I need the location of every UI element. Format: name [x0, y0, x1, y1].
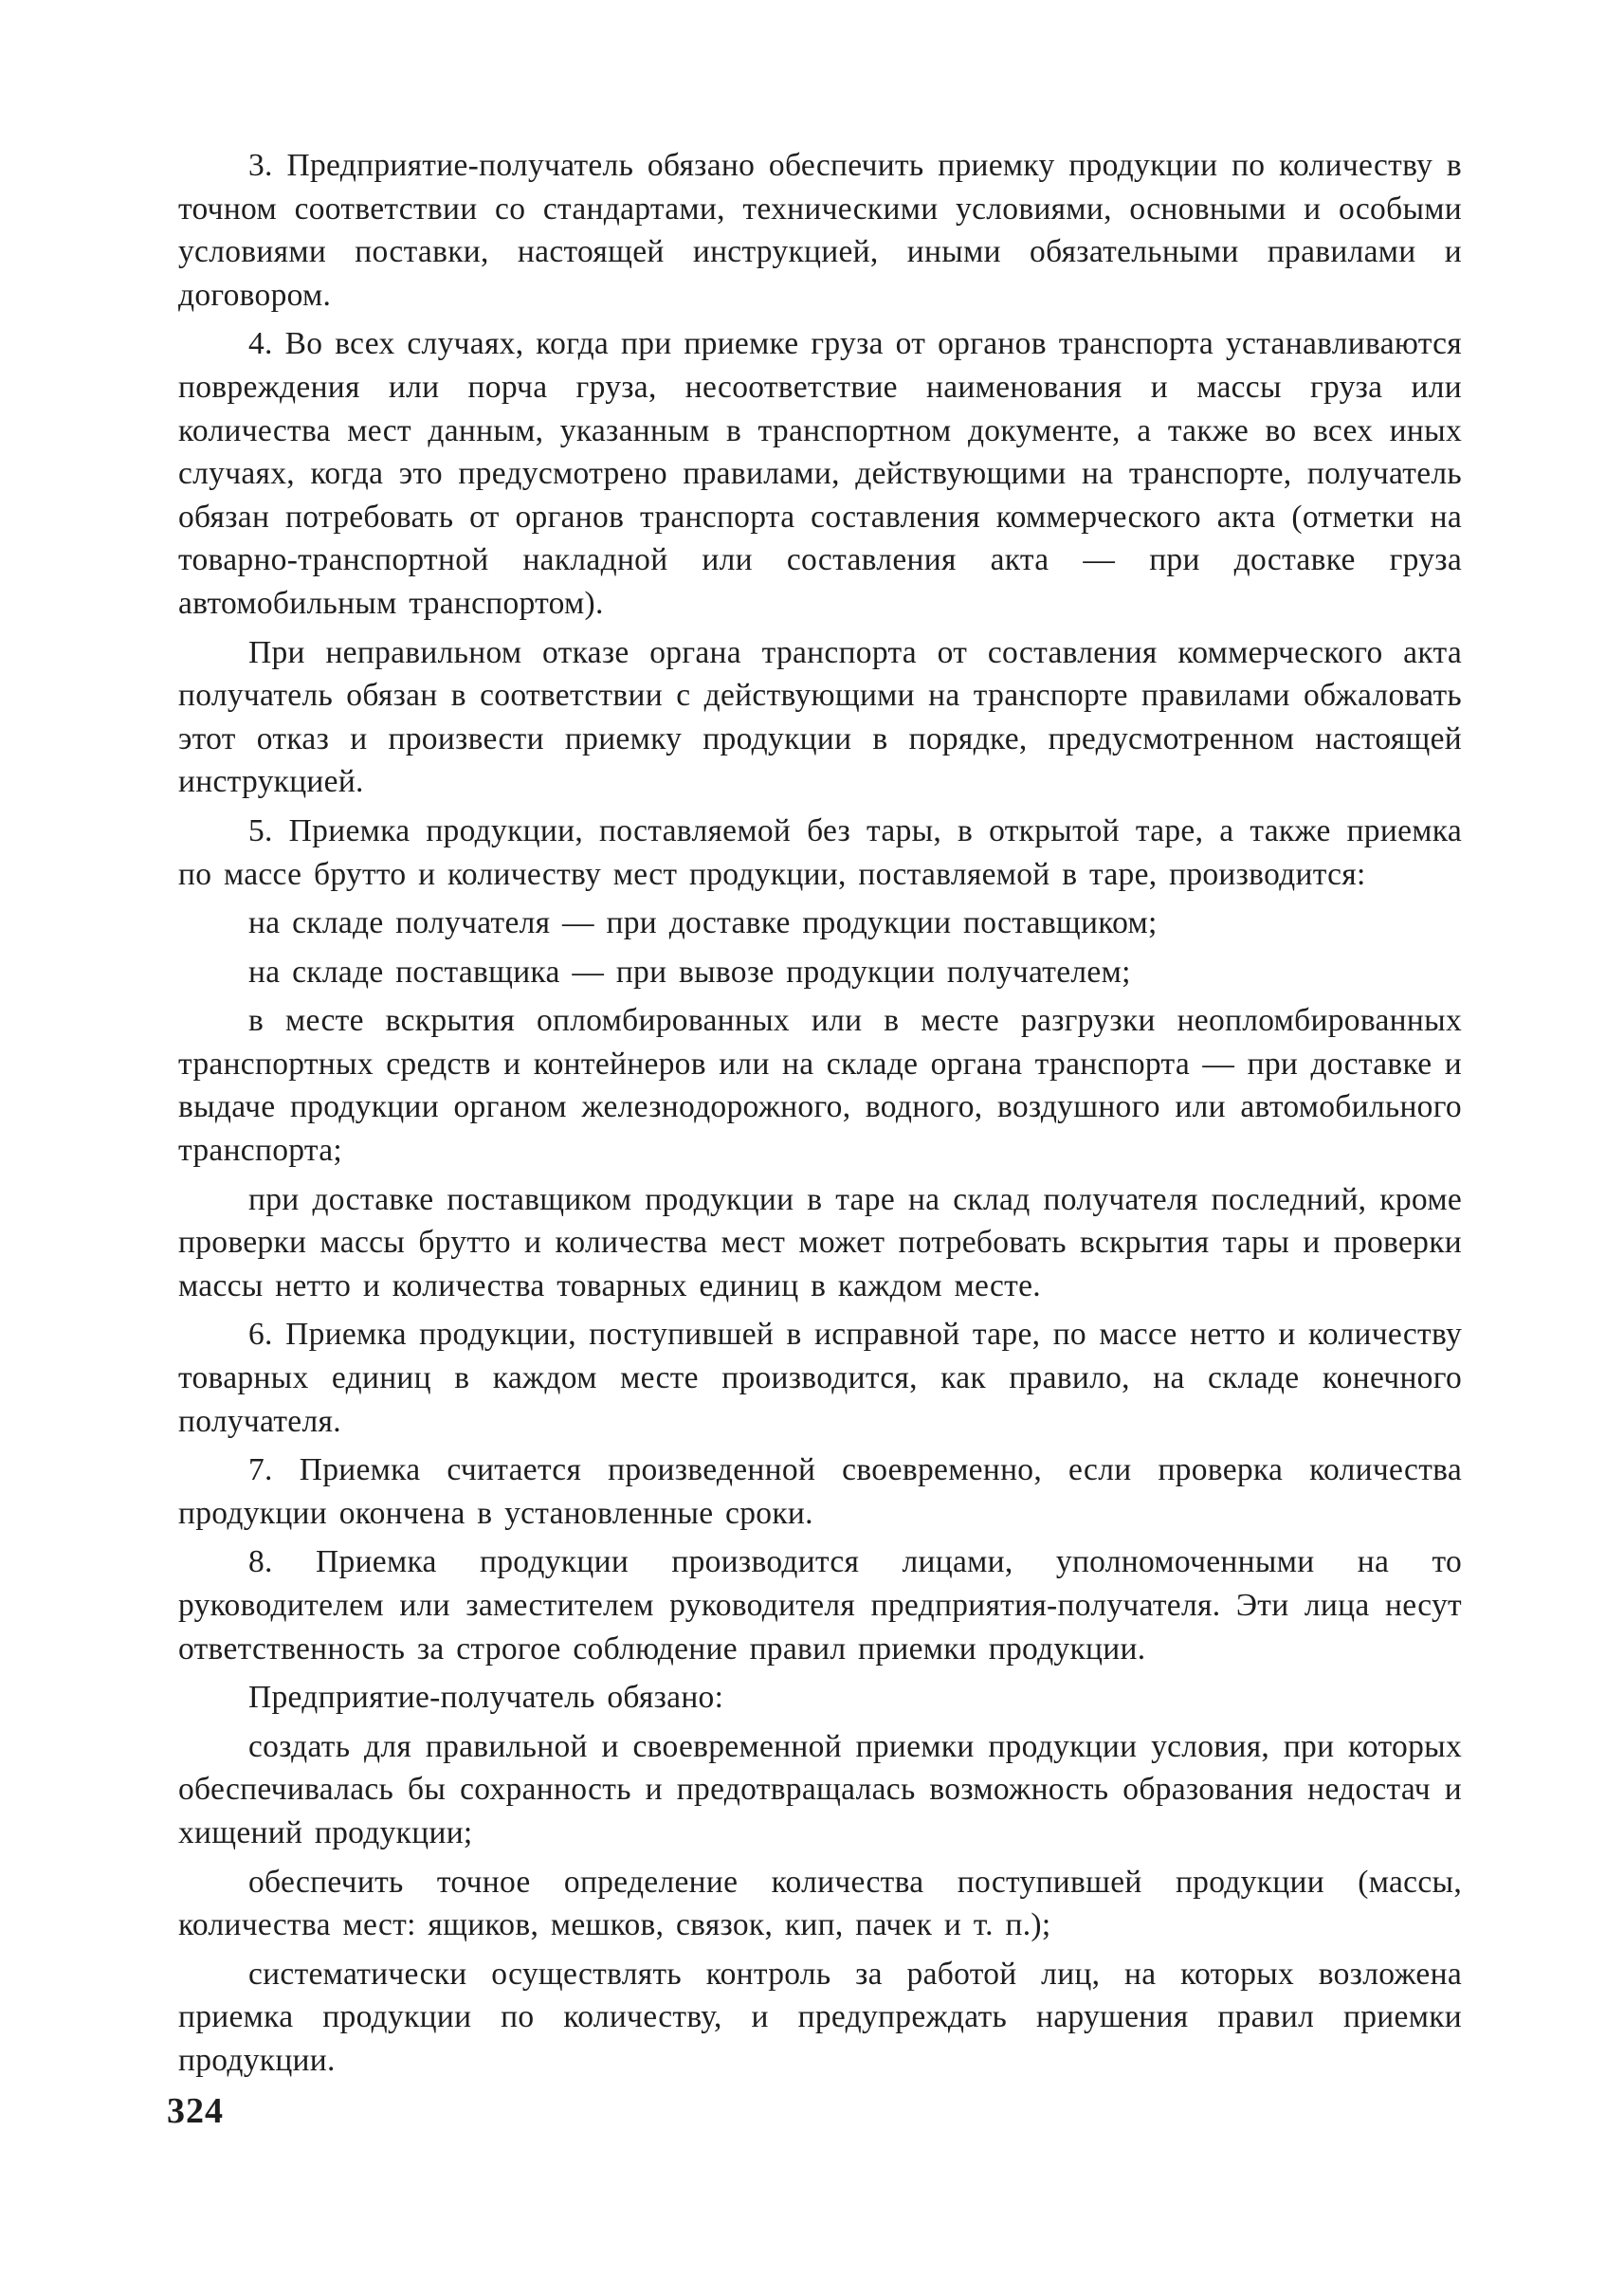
paragraph-obligation-quantity: обеспечить точное определение количества поступившей продукции (массы, количества мест: ящиков, мешков, связок, кип, пачек и т. п.); [178, 1864, 1462, 1943]
paragraph-item-7: 7. Приемка считается произведенной своевременно, если проверка количества продукции окончена в установленные сроки. [178, 1452, 1462, 1531]
paragraph-supplier-warehouse: на складе поставщика — при вывозе продукции получателем; [248, 954, 1131, 990]
paragraph-obligations-intro: Предприятие-получатель обязано: [248, 1680, 724, 1716]
paragraph-item-6: 6. Приемка продукции, поступившей в исправной таре, по массе нетто и количеству товарных единиц в каждом месте производится, как правило, на складе конечного получателя. [178, 1317, 1462, 1439]
paragraph-obligation-conditions: создать для правильной и своевременной приемки продукции условия, при которых обеспечивалась бы сохранность и предотвращалась возможность образования недостач и хищений продукции; [178, 1728, 1462, 1850]
paragraph-item-5: 5. Приемка продукции, поставляемой без тары, в открытой таре, а также приемка по массе брутто и количеству мест продукции, поставляемой в таре, производится: [178, 812, 1462, 892]
paragraph-refusal-appeal: При неправильном отказе органа транспорта от составления коммерческого акта получатель обязан в соответствии с действующими на транспорте правилами обжаловать этот отказ и произвести приемку продукции в порядке, предусмотренном настоящей инструкцией. [178, 634, 1462, 800]
paragraph-item-8: 8. Приемка продукции производится лицами, уполномоченными на то руководителем или заместителем руководителя предприятия-получателя. Эти лица несут ответственность за строгое соблюдение правил приемки продукции. [178, 1544, 1462, 1667]
paragraph-opening-place: в месте вскрытия опломбированных или в месте разгрузки неопломбированных транспортных средств и контейнеров или на складе органа транспорта — при доставке и выдаче продукции органом железнодорожного, водного, воздушного или автомобильного транспорта; [178, 1003, 1462, 1169]
paragraph-supplier-delivery: при доставке поставщиком продукции в таре на склад получателя последний, кроме проверки массы брутто и количества мест может потребовать вскрытия тары и проверки массы нетто и количества товарных единиц в каждом месте. [178, 1181, 1462, 1303]
paragraph-item-3: 3. Предприятие-получатель обязано обеспечить приемку продукции по количеству в точном соответствии со стандартами, техническими условиями, основными и особыми условиями поставки, настоящей инструкцией, иными обязательными правилами и договором. [178, 148, 1462, 313]
paragraph-obligation-control: систематически осуществлять контроль за работой лиц, на которых возложена приемка продукции по количеству, и предупреждать нарушения правил приемки продукции. [178, 1956, 1462, 2078]
paragraph-item-4: 4. Во всех случаях, когда при приемке груза от органов транспорта устанавливаются повреждения или порча груза, несоответствие наименования и массы груза или количества мест данным, указанным в транспортном документе, а также во всех иных случаях, когда это предусмотрено правилами, действующими на транспорте, получатель обязан потребовать от органов транспорта составления коммерческого акта (отметки на товарно-транспортной накладной или составления акта — при доставке груза автомобильным транспортом). [178, 326, 1462, 621]
body-text [178, 144, 1462, 2083]
paragraph-recipient-warehouse: на складе получателя — при доставке продукции поставщиком; [248, 905, 1158, 941]
page-number: 324 [167, 2091, 224, 2131]
